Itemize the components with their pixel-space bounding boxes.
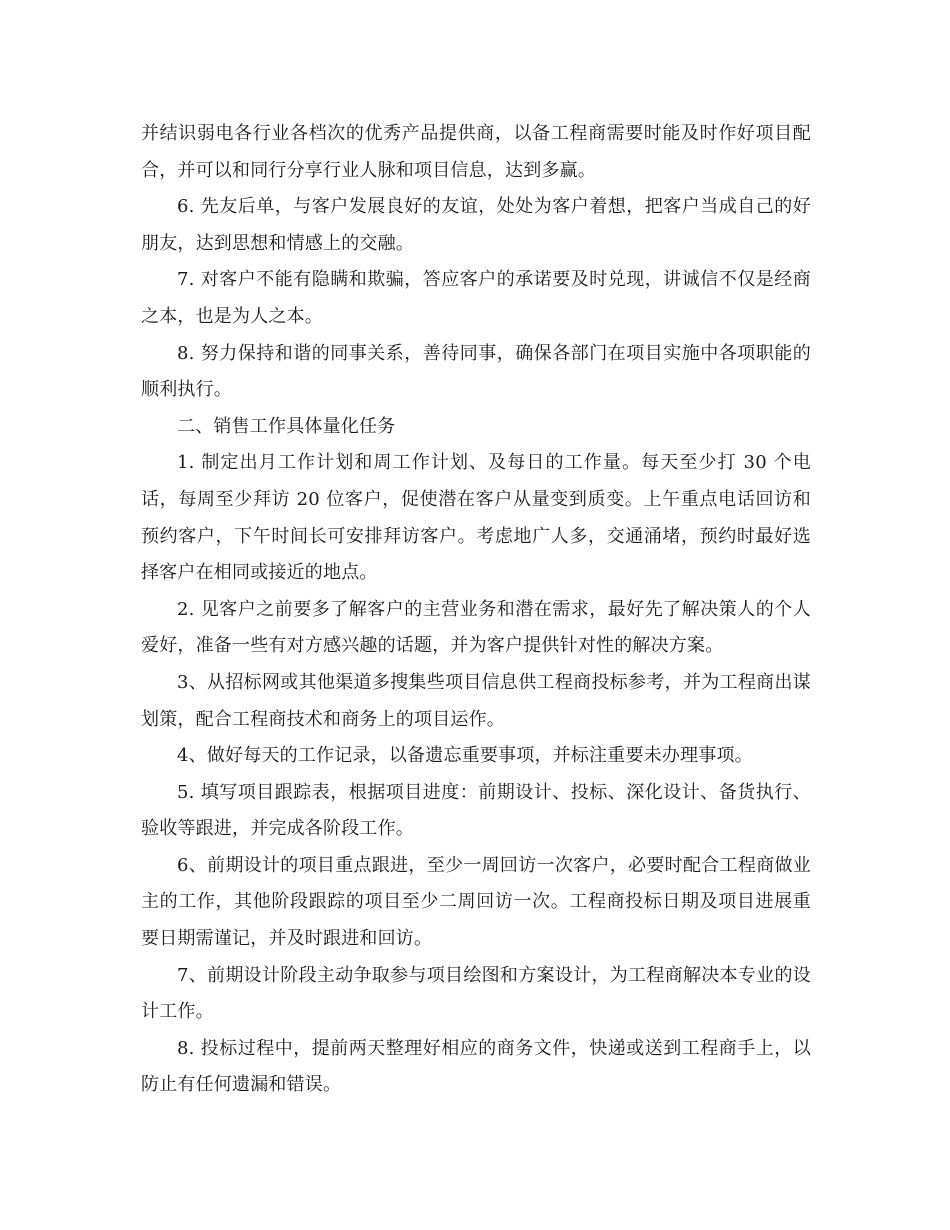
task-item-7: 7、前期设计阶段主动争取参与项目绘图和方案设计，为工程商解决本专业的设计工作。 <box>141 964 811 1023</box>
paragraph-item-6: 6. 先友后单，与客户发展良好的友谊，处处为客户着想，把客户当成自己的好朋友，达到思想和情感上的交融。 <box>141 196 811 254</box>
task-item-3: 3、从招标网或其他渠道多搜集些项目信息供工程商投标参考，并为工程商出谋划策，配合工程商技术和商务上的项目运作。 <box>141 671 811 730</box>
task-item-6: 6、前期设计的项目重点跟进，至少一周回访一次客户，必要时配合工程商做业主的工作，其他阶段跟踪的项目至少二周回访一次。工程商投标日期及项目进展重要日期需谨记，并及时跟进和回访。 <box>141 854 811 950</box>
task-item-1: 1. 制定出月工作计划和周工作计划、及每日的工作量。每天至少打 30 个电话，每周至少拜访 20 位客户，促使潜在客户从量变到质变。上午重点电话回访和预约客户，下午时间长可安排拜访客户。考虑地广人多，交通涌堵，预约时最好选择客户在相同或接近的地点。 <box>141 452 811 584</box>
task-item-2: 2. 见客户之前要多了解客户的主营业务和潜在需求，最好先了解决策人的个人爱好，准备一些有对方感兴趣的话题，并为客户提供针对性的解决方案。 <box>141 598 811 657</box>
paragraph-item-7: 7. 对客户不能有隐瞒和欺骗，答应客户的承诺要及时兑现，讲诚信不仅是经商之本，也是为人之本。 <box>141 269 811 327</box>
task-item-5: 5. 填写项目跟踪表，根据项目进度：前期设计、投标、深化设计、备货执行、验收等跟进，并完成各阶段工作。 <box>141 781 811 840</box>
paragraph-item-8: 8. 努力保持和谐的同事关系，善待同事，确保各部门在项目实施中各项职能的顺利执行。 <box>141 342 811 401</box>
document-body <box>141 116 811 1104</box>
paragraph-continuation: 并结识弱电各行业各档次的优秀产品提供商，以备工程商需要时能及时作好项目配合，并可以和同行分享行业人脉和项目信息，达到多赢。 <box>141 123 811 181</box>
task-item-4: 4、做好每天的工作记录，以备遗忘重要事项，并标注重要未办理事项。 <box>177 745 753 767</box>
task-item-8: 8. 投标过程中，提前两天整理好相应的商务文件，快递或送到工程商手上，以防止有任何遗漏和错误。 <box>141 1037 811 1096</box>
section-heading: 二、销售工作具体量化任务 <box>177 415 396 437</box>
